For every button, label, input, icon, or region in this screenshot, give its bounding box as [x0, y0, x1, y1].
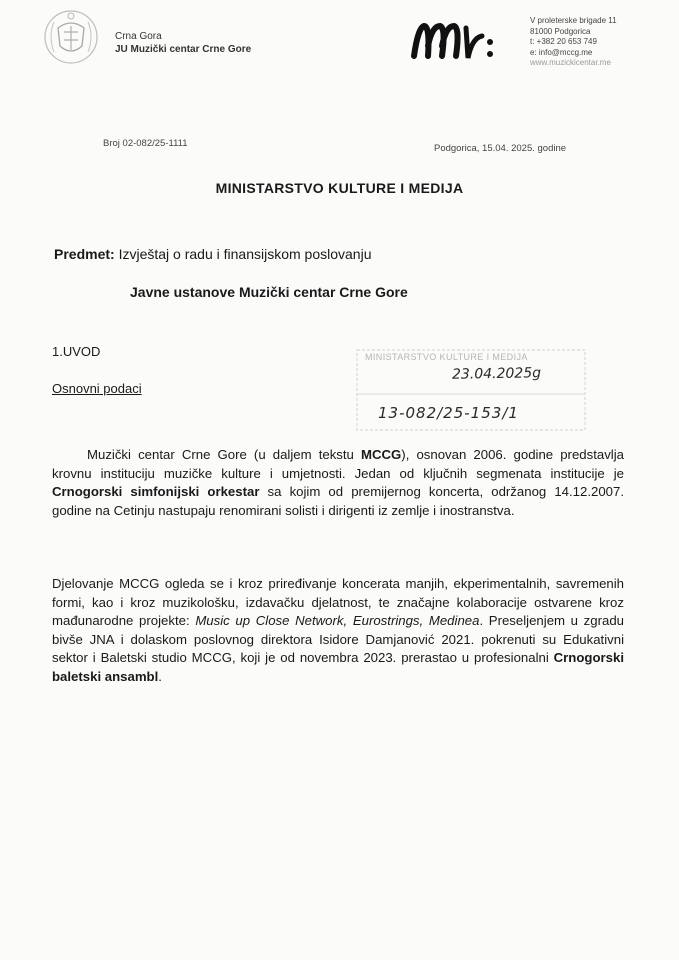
- contact-street: V proleterske brigade 11: [530, 16, 617, 25]
- p1-text-1: Muzički centar Crne Gore (u daljem tekstu: [87, 447, 361, 462]
- paragraph-2: [52, 575, 624, 686]
- contact-email: e: info@mccg.me: [530, 47, 593, 57]
- p2-bold-ballet: Crnogorski baletski ansambl: [52, 650, 624, 684]
- contact-block: [530, 16, 617, 69]
- stamp-title: MINISTARSTVO KULTURE I MEDIJA: [365, 352, 528, 362]
- paragraph-1: [52, 446, 624, 520]
- place-date: Podgorica, 15.04. 2025. godine: [434, 143, 567, 154]
- country-name: Crna Gora: [115, 31, 162, 42]
- mc-brand-logo: [410, 16, 502, 64]
- contact-city: 81000 Podgorica: [530, 26, 591, 36]
- section-heading: 1.UVOD: [52, 344, 101, 359]
- coat-of-arms-logo: [40, 6, 102, 68]
- p2-italic-projects: Music up Close Network, Eurostrings, Medinea: [195, 613, 480, 628]
- subject-line-2: Javne ustanove Muzički centar Crne Gore: [130, 284, 408, 300]
- subject-text: Izvještaj o radu i finansijskom poslovanju: [118, 246, 372, 262]
- subject-line: [54, 246, 371, 262]
- section-subheading: Osnovni podaci: [52, 381, 142, 396]
- recipient-heading: MINISTARSTVO KULTURE I MEDIJA: [215, 180, 464, 196]
- p1-text-2: ), osnovan 2006. godine predstavlja krovnu instituciju muzičke kulture i umjetnosti. Jedan od ključnih segmenata institucije je: [52, 447, 624, 481]
- stamp-registry-number: 13-082/25-153/1: [378, 404, 519, 422]
- subject-label: Predmet:: [54, 246, 115, 262]
- p1-text-3: sa kojim od premijernog koncerta, održanog 14.12.2007. godine na Cetinju nastupaju renomirani solisti i dirigenti iz zemlje i inostranstva.: [52, 484, 624, 518]
- p2-text-3: .: [158, 668, 162, 684]
- stamp-received-date: 23.04.2025g: [451, 365, 542, 383]
- contact-web: www.muzickicentar.me: [530, 58, 611, 67]
- organization-block: [115, 30, 251, 56]
- p1-bold-mccg: MCCG: [361, 447, 402, 462]
- reference-number: Broj 02-082/25-1111: [103, 138, 188, 149]
- p2-text-1: Djelovanje MCCG ogleda se i kroz priređivanje koncerata manjih, ekperimentalnih, savremenih formi, kao i kroz muzikološku, izdavačku djelatnost, te značajne kolaboracije ostvarene kroz mađunarodne projekte:: [52, 576, 624, 628]
- p1-bold-orchestra: Crnogorski simfonijski orkestar: [52, 484, 260, 499]
- contact-phone: t: +382 20 653 749: [530, 37, 597, 46]
- p2-text-2: . Preseljenjem u zgradu bivše JNA i dolaskom poslovnog direktora Isidore Damjanović 2021. pokrenuti su Edukativni sektor i Baletski studio MCCG, koji je od novembra 2023. prerastao u profesionalni: [52, 613, 625, 665]
- organization-name: JU Muzički centar Crne Gore: [115, 44, 252, 55]
